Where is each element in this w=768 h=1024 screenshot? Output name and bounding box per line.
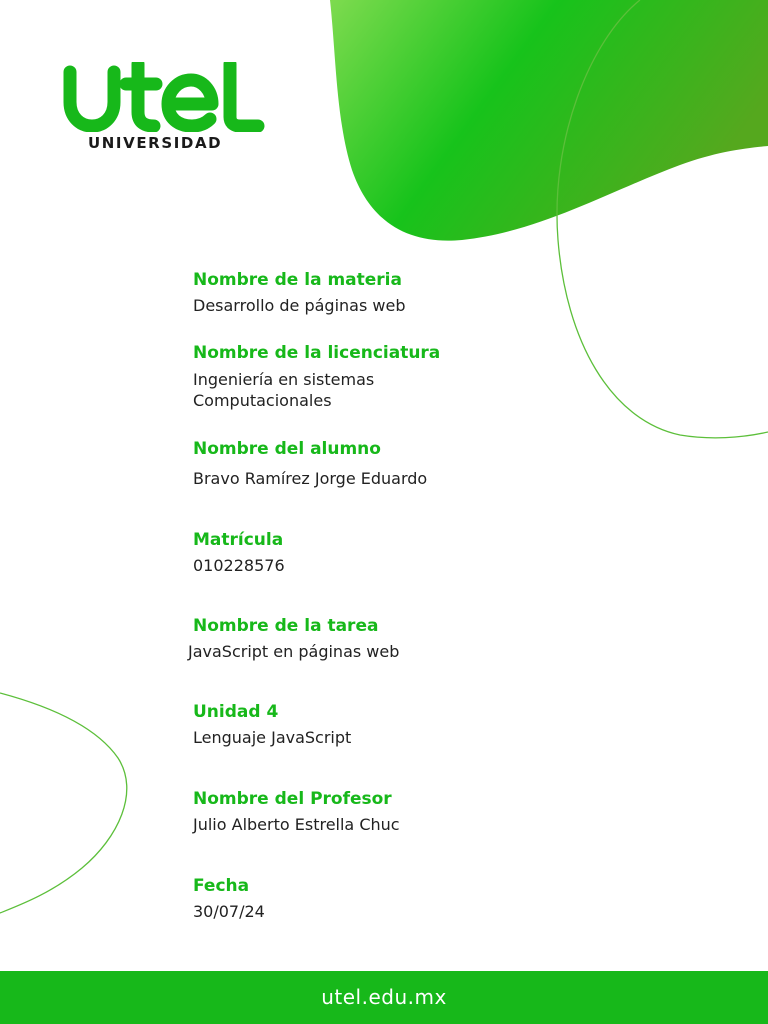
field-enrollment	[193, 529, 613, 576]
field-value: Desarrollo de páginas web	[193, 296, 406, 315]
field-assignment	[188, 615, 613, 662]
field-label: Matrícula	[193, 530, 284, 550]
footer-url-link[interactable]: utel.edu.mx	[321, 985, 447, 1009]
field-label: Fecha	[193, 876, 250, 896]
field-label: Nombre de la materia	[193, 270, 402, 290]
field-label: Nombre del alumno	[193, 439, 381, 459]
field-professor	[193, 788, 613, 835]
field-subject	[193, 269, 613, 316]
field-value: Julio Alberto Estrella Chuc	[193, 815, 400, 834]
logo-subtitle: UNIVERSIDAD	[88, 134, 223, 152]
green-blob-shape	[330, 0, 768, 241]
field-label: Nombre del Profesor	[193, 789, 392, 809]
field-value: 010228576	[193, 556, 285, 575]
field-value: 30/07/24	[193, 902, 265, 921]
field-student	[193, 438, 613, 489]
field-unit	[193, 701, 613, 748]
field-label: Nombre de la tarea	[193, 616, 379, 636]
utel-wordmark	[62, 62, 266, 132]
field-label: Unidad 4	[193, 702, 279, 722]
utel-logo	[62, 62, 266, 157]
field-degree	[193, 342, 613, 411]
field-value-line2: Computacionales	[193, 391, 332, 410]
field-value: Ingeniería en sistemas	[193, 370, 375, 389]
footer-bar	[0, 971, 768, 1024]
field-value: Lenguaje JavaScript	[193, 728, 352, 747]
field-value: Bravo Ramírez Jorge Eduardo	[193, 469, 428, 488]
field-date	[193, 875, 613, 922]
field-label: Nombre de la licenciatura	[193, 343, 441, 363]
curve-line-left	[0, 693, 127, 913]
field-value: JavaScript en páginas web	[188, 642, 400, 661]
